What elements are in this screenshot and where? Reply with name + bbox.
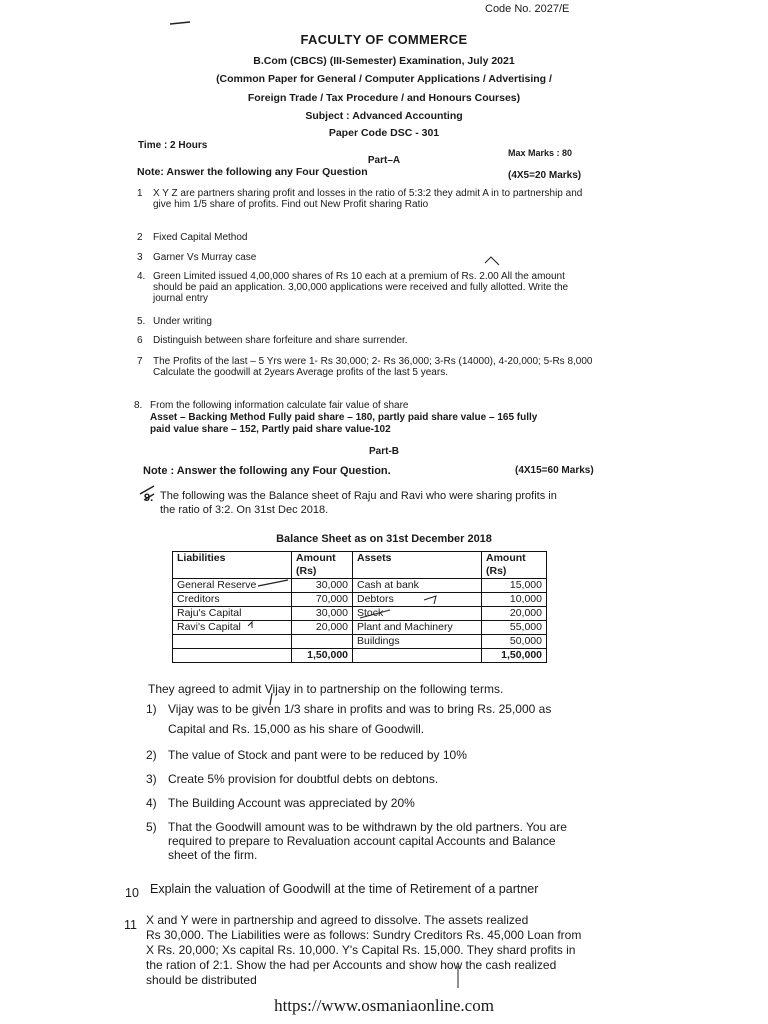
header-amount-liabilities: Amount (Rs)	[292, 552, 353, 579]
asset-cell: Stock	[353, 607, 482, 621]
question-11-number: 11	[124, 918, 137, 932]
liability-amount-cell: 70,000	[292, 593, 353, 607]
part-a-note: Note: Answer the following any Four Question	[137, 166, 368, 178]
faculty-title: FACULTY OF COMMERCE	[300, 32, 468, 47]
asset-cell: Buildings	[353, 635, 482, 649]
term-3: 3) Create 5% provision for doubtful debts on debtons.	[146, 772, 439, 786]
part-b-heading: Part-B	[368, 446, 399, 457]
question-8-line-2: Asset – Backing Method Fully paid share – 180, partly paid share value – 165 fully	[150, 412, 538, 423]
question-2: 2 Fixed Capital Method	[137, 232, 248, 243]
question-11-line-5: should be distributed	[146, 973, 257, 987]
term-2: 2) The value of Stock and pant were to be reduced by 10%	[146, 748, 467, 762]
liability-cell: General Reserve	[173, 579, 292, 593]
liability-cell: Raju's Capital	[173, 607, 292, 621]
question-9-line-2: the ratio of 3:2. On 31st Dec 2018.	[160, 504, 329, 516]
footer-url: https://www.osmaniaonline.com	[274, 996, 494, 1015]
subject: Subject : Advanced Accounting	[305, 110, 463, 122]
header-liabilities: Liabilities	[173, 552, 292, 579]
term-4: 4) The Building Account was appreciated by 20%	[146, 796, 415, 810]
question-10-number: 10	[125, 886, 139, 900]
asset-amount-cell: 10,000	[482, 593, 547, 607]
terms-intro: They agreed to admit Vijay in to partnership on the following terms.	[148, 682, 504, 696]
question-9-line-1: The following was the Balance sheet of Raju and Ravi who were sharing profits in	[160, 490, 557, 502]
question-6: 6 Distinguish between share forfeiture and share surrender.	[137, 335, 408, 346]
liability-total-cell: 1,50,000	[292, 649, 353, 663]
asset-amount-cell: 50,000	[482, 635, 547, 649]
question-8-line-3: paid value share – 152, Partly paid share value-102	[150, 424, 391, 435]
question-11-line-2: Rs 30,000. The Liabilities were as follows: Sundry Creditors Rs. 45,000 Loan from	[146, 928, 582, 942]
question-11-line-4: the ration of 2:1. Show the had per Accounts and show how the cash realized	[146, 958, 557, 972]
paper-code: Paper Code DSC - 301	[328, 127, 440, 139]
question-9-number: 9.	[144, 492, 154, 504]
question-1: 1 X Y Z are partners sharing profit and losses in the ratio of 5:3:2 they admit A in to partnership and give him 1/5 share of profits. Find out New Profit sharing Ratio	[137, 188, 583, 210]
liability-amount-cell: 30,000	[292, 607, 353, 621]
question-11-line-1: X and Y were in partnership and agreed to dissolve. The assets realized	[146, 913, 529, 927]
question-7: 7 The Profits of the last – 5 Yrs were 1- Rs 30,000; 2- Rs 36,000; 3-Rs (14000), 4-20,000; 5-Rs 8,000 Calculate the goodwill at 2years Average profits of the last 5 years.	[137, 356, 593, 378]
balance-sheet-title: Balance Sheet as on 31st December 2018	[276, 533, 492, 545]
question-3: 3 Garner Vs Murray case	[137, 252, 257, 263]
header-assets: Assets	[353, 552, 482, 579]
asset-cell: Debtors	[353, 593, 482, 607]
header-amount-assets: Amount (Rs)	[482, 552, 547, 579]
code-number: Code No. 2027/E	[485, 3, 570, 15]
common-paper-line-1: (Common Paper for General / Computer Applications / Advertising /	[216, 73, 552, 85]
question-8: 8. From the following information calculate fair value of share	[134, 400, 409, 411]
asset-cell: Plant and Machinery	[353, 621, 482, 635]
exam-name: B.Com (CBCS) (III-Semester) Examination, July 2021	[253, 55, 515, 67]
question-11-line-3: X Rs. 20,000; Xs capital Rs. 10,000. Y's Capital Rs. 15,000. They shard profits in	[146, 943, 576, 957]
max-marks: Max Marks : 80	[508, 148, 573, 158]
term-5: 5) That the Goodwill amount was to be withdrawn by the old partners. You are required to prepare to Revaluation account capital Accounts and Balance sheet of the firm.	[146, 820, 567, 862]
asset-amount-cell: 55,000	[482, 621, 547, 635]
part-a-marks: (4X5=20 Marks)	[508, 170, 582, 181]
question-5: 5. Under writing	[137, 316, 212, 327]
part-b-note: Note : Answer the following any Four Question.	[143, 465, 391, 477]
liability-cell: Creditors	[173, 593, 292, 607]
liability-amount-cell: 30,000	[292, 579, 353, 593]
asset-amount-cell: 20,000	[482, 607, 547, 621]
common-paper-line-2: Foreign Trade / Tax Procedure / and Honours Courses)	[247, 92, 521, 104]
question-10: Explain the valuation of Goodwill at the time of Retirement of a partner	[150, 882, 539, 896]
part-b-marks: (4X15=60 Marks)	[515, 465, 594, 476]
term-1: 1) Vijay was to be given 1/3 share in profits and was to bring Rs. 25,000 as Capital and Rs. 15,000 as his share of Goodwill.	[146, 702, 552, 736]
liability-amount-cell: 20,000	[292, 621, 353, 635]
asset-cell: Cash at bank	[353, 579, 482, 593]
time-allowed: Time : 2 Hours	[138, 140, 208, 151]
asset-amount-cell: 15,000	[482, 579, 547, 593]
question-4: 4. Green Limited issued 4,00,000 shares of Rs 10 each at a premium of Rs. 2.00 All the amount should be paid an application. 3,00,000 applications were received and fully allotted. Write the journal entry	[137, 271, 569, 304]
liability-cell: Ravi's Capital	[173, 621, 292, 635]
part-a-heading: Part–A	[367, 155, 401, 166]
asset-total-cell: 1,50,000	[482, 649, 547, 663]
